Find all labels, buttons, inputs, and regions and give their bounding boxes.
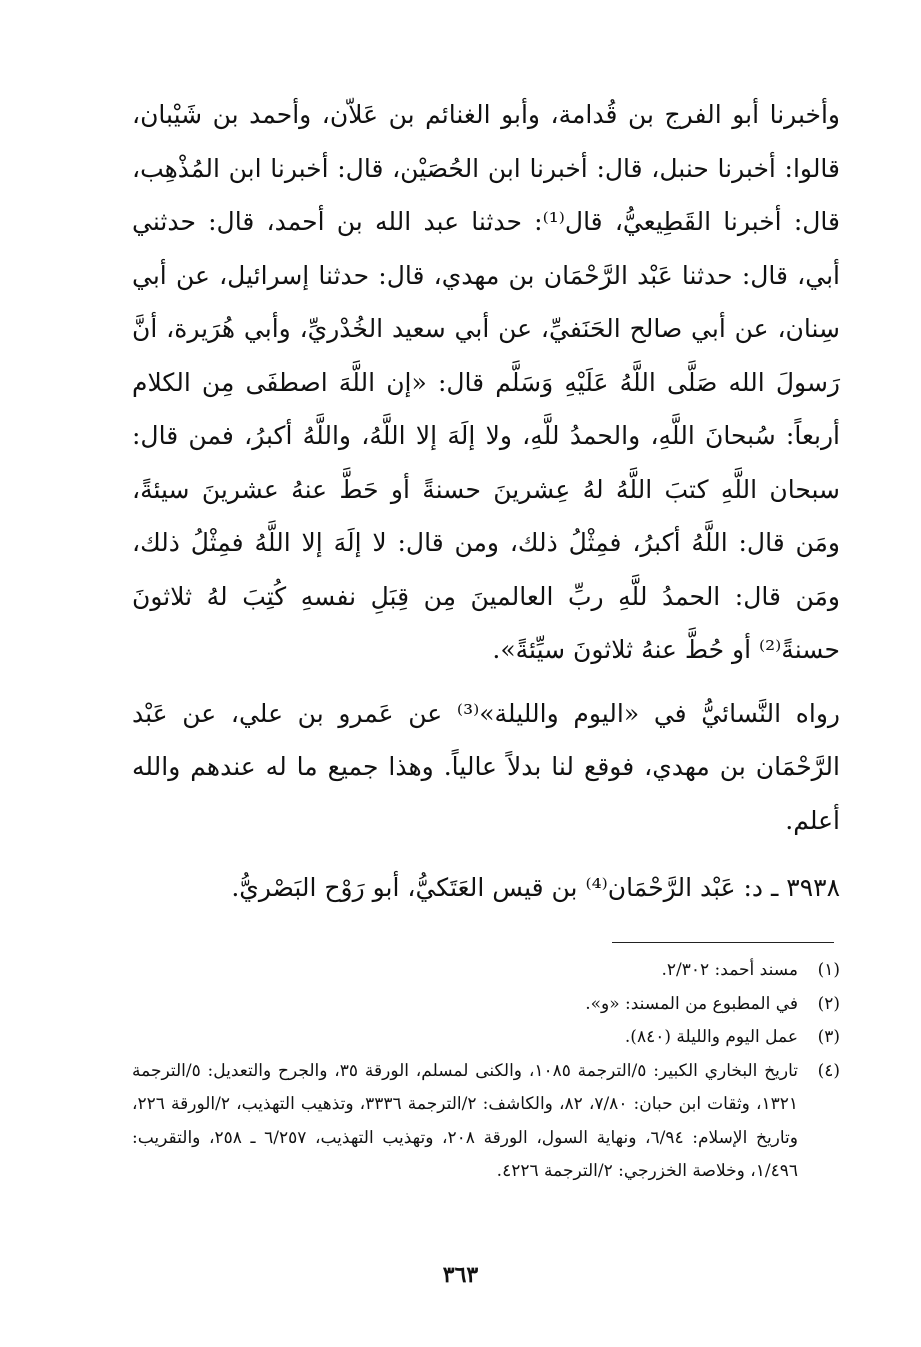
page-number: ٣٦٣	[442, 1262, 479, 1288]
main-text	[132, 88, 840, 915]
footnote-item	[132, 954, 840, 988]
footnote-text: تاريخ البخاري الكبير: ٥/الترجمة ١٠٨٥، والكنى لمسلم، الورقة ٣٥، والجرح والتعديل: ٥/الترجمة ١٣٢١، وثقات ابن حبان: ٧/٨٠، ٨٢، والكاشف: ٢/الترجمة ٣٣٣٦، وتذهيب التهذيب، ٢/الورقة ٢٢٦، وتاريخ الإسلام: ٦/٩٤، ونهاية السول، الورقة ٢٠٨، وتهذيب التهذيب، ٦/٢٥٧ ـ ٢٥٨، والتقريب: ١/٤٩٦، وخلاصة الخزرجي: ٢/الترجمة ٤٢٢٦.	[132, 1060, 799, 1181]
footnote-number: (١)	[817, 960, 840, 980]
biography-entry: ٣٩٣٨ ـ د: عَبْد الرَّحْمَان⁽⁴⁾ بن قيس العَتَكيُّ، أبو رَوْح البَصْريُّ.	[231, 873, 840, 902]
body-paragraph-attribution: رواه النَّسائيُّ في «اليوم والليلة»⁽³⁾ عن عَمرو بن علي، عن عَبْد الرَّحْمَان بن مهدي، فوقع لنا بدلاً عالياً. وهذا جميع ما له عندهم والله أعلم.	[132, 698, 840, 835]
footnote-item	[132, 1055, 840, 1189]
footnote-text: عمل اليوم والليلة (٨٤٠).	[624, 1027, 798, 1047]
footnote-number: (٢)	[817, 993, 840, 1014]
footnotes	[132, 954, 840, 1189]
body-paragraph-isnad: وأخبرنا أبو الفرج بن قُدامة، وأبو الغنائم بن عَلاّن، وأحمد بن شَيْبان، قالوا: أخبرنا حنبل، قال: أخبرنا ابن الحُصَيْن، قال: أخبرنا ابن المُذْهِب، قال: أخبرنا القَطِيعيُّ، قال⁽¹⁾: حدثنا عبد الله بن أحمد، قال: حدثني أبي، قال: حدثنا عَبْد الرَّحْمَان بن مهدي، قال: حدثنا إسرائيل، عن أبي سِنان، عن أبي صالح الحَنَفيِّ، عن أبي سعيد الخُدْريِّ، وأبي هُرَيرة، أنَّ رَسولَ الله صَلَّى اللَّهُ عَلَيْهِ وَسَلَّم قال: «إن اللَّهَ اصطفَى مِن الكلام أربعاً: سُبحانَ اللَّهِ، والحمدُ للَّهِ، ولا إلَهَ إلا اللَّهُ، واللَّهُ أكبرُ، فمن قال: سبحان اللَّهِ كتبَ اللَّهُ لهُ عِشرينَ حسنةً أو حَطَّ عنهُ عشرينَ سيئةً، ومَن قال: اللَّهُ أكبرُ، فمِثْلُ ذلك، ومن قال: لا إلَهَ إلا اللَّهُ فمِثْلُ ذلك، ومَن قال: الحمدُ للَّهِ ربِّ العالمينَ مِن قِبَلِ نفسهِ كُتِبَ لهُ ثلاثونَ حسنةً⁽²⁾ أو حُطَّ عنهُ ثلاثونَ سيِّئةً».	[132, 100, 841, 664]
footnote-number: (٣)	[817, 1027, 840, 1047]
footnote-item	[132, 1021, 840, 1055]
footnote-text: مسند أحمد: ٢/٣٠٢.	[661, 960, 798, 980]
footnote-separator	[612, 942, 834, 943]
footnote-text: في المطبوع من المسند: «و».	[585, 993, 798, 1014]
footnote-number: (٤)	[817, 1060, 840, 1081]
footnote-item	[132, 988, 840, 1022]
